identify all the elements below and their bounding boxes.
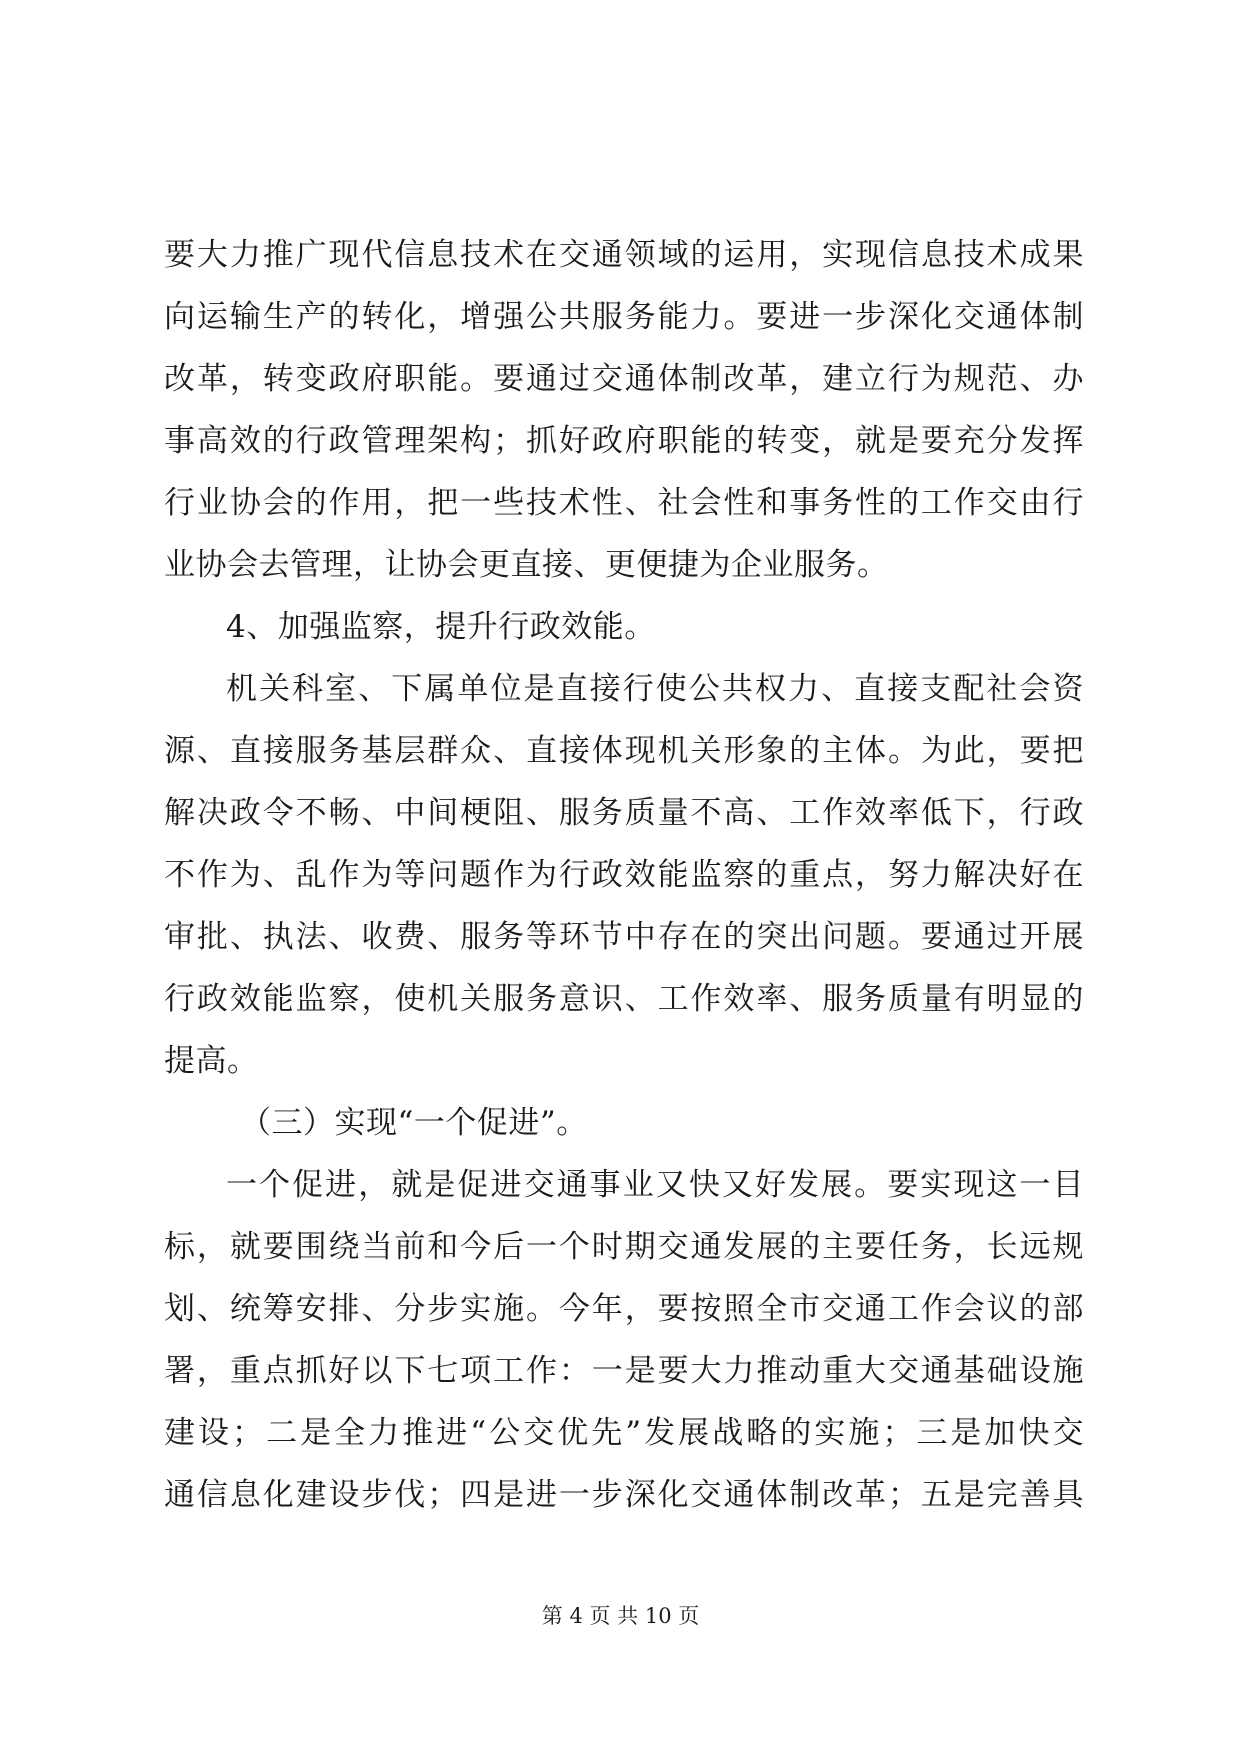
paragraph-line: 署，重点抓好以下七项工作：一是要大力推动重大交通基础设施 [164, 1353, 1084, 1389]
paragraph-line: 行业协会的作用，把一些技术性、社会性和事务性的工作交由行 [164, 485, 1084, 521]
paragraph-line: 事高效的行政管理架构；抓好政府职能的转变，就是要充分发挥 [164, 423, 1084, 459]
section-heading: 4、加强监察，提升行政效能。 [226, 609, 656, 645]
paragraph-line: 建设；二是全力推进“公交优先”发展战略的实施；三是加快交 [164, 1415, 1084, 1451]
paragraph-line: 审批、执法、收费、服务等环节中存在的突出问题。要通过开展 [164, 919, 1084, 955]
page-number: 第 4 页 共 10 页 [541, 1604, 700, 1628]
paragraph-line: 源、直接服务基层群众、直接体现机关形象的主体。为此，要把 [164, 733, 1084, 769]
paragraph-line: 机关科室、下属单位是直接行使公共权力、直接支配社会资 [226, 671, 1084, 707]
paragraph-line: 改革，转变政府职能。要通过交通体制改革，建立行为规范、办 [164, 361, 1084, 397]
paragraph-line: 通信息化建设步伐；四是进一步深化交通体制改革；五是完善具 [164, 1477, 1084, 1513]
paragraph-line: 向运输生产的转化，增强公共服务能力。要进一步深化交通体制 [164, 299, 1084, 335]
paragraph-line: 行政效能监察，使机关服务意识、工作效率、服务质量有明显的 [164, 981, 1084, 1017]
paragraph-line: 标，就要围绕当前和今后一个时期交通发展的主要任务，长远规 [164, 1229, 1084, 1265]
paragraph-line: 划、统筹安排、分步实施。今年，要按照全市交通工作会议的部 [164, 1291, 1084, 1327]
paragraph-line: 一个促进，就是促进交通事业又快又好发展。要实现这一目 [226, 1167, 1084, 1203]
paragraph-line: 要大力推广现代信息技术在交通领域的运用，实现信息技术成果 [164, 237, 1084, 273]
paragraph-line: 提高。 [164, 1043, 259, 1079]
paragraph-line: 解决政令不畅、中间梗阻、服务质量不高、工作效率低下，行政 [164, 795, 1084, 831]
paragraph-line: 不作为、乱作为等问题作为行政效能监察的重点，努力解决好在 [164, 857, 1084, 893]
paragraph-line: 业协会去管理，让协会更直接、更便捷为企业服务。 [164, 547, 889, 583]
body-text [164, 224, 1084, 1526]
section-heading: （三）实现“一个促进”。 [240, 1105, 588, 1141]
